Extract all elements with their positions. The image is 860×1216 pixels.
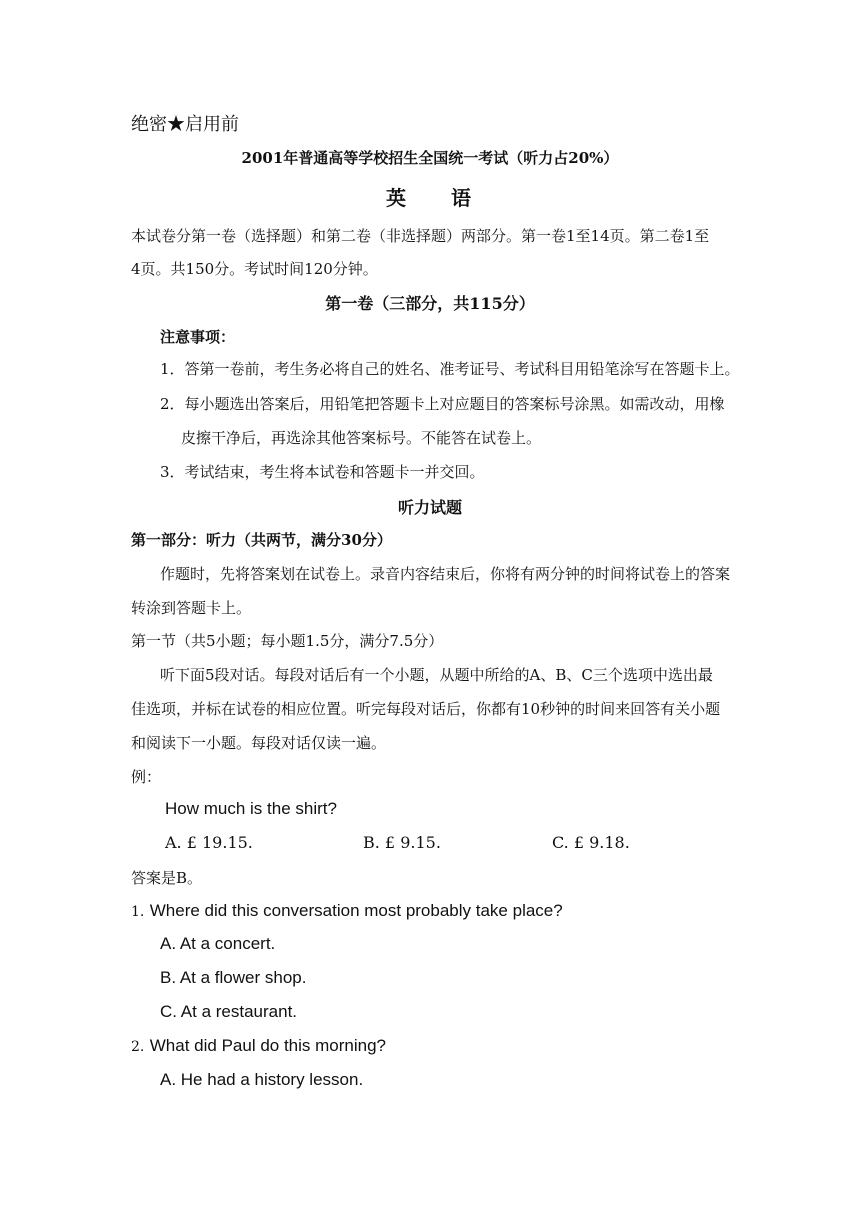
intro-line-1: 本试卷分第一卷（选择题）和第二卷（非选择题）两部分。第一卷1至14页。第二卷1至 xyxy=(131,227,710,245)
question-text: What did Paul do this morning? xyxy=(149,1036,387,1055)
example-question: How much is the shirt? xyxy=(165,799,337,818)
subject-title-char-1: 英 xyxy=(386,186,406,210)
notice-text: 每小题选出答案后，用铅笔把答题卡上对应题目的答案标号涂黑。如需改动，用橡 xyxy=(184,395,725,413)
notice-text: 考试结束，考生将本试卷和答题卡一并交回。 xyxy=(184,463,485,481)
notice-item-2 xyxy=(160,393,725,414)
section1-line-2: 佳选项，并标在试卷的相应位置。听完每段对话后，你都有10秒钟的时间来回答有关小题 xyxy=(131,700,721,718)
question-2-option-a: A. He had a history lesson. xyxy=(160,1070,364,1089)
example-option-a: A. £ 19.15. xyxy=(165,833,253,852)
notice-number: 2． xyxy=(160,395,185,413)
question-number: 2. xyxy=(131,1039,145,1055)
question-text: Where did this conversation most probably take place? xyxy=(149,901,563,920)
section1-line-3: 和阅读下一小题。每段对话仅读一遍。 xyxy=(131,734,387,752)
question-number: 1. xyxy=(131,904,145,920)
notice-heading: 注意事项： xyxy=(160,328,236,346)
part1-heading: 第一部分：听力（共两节，满分30分） xyxy=(131,531,392,549)
question-1 xyxy=(131,901,563,921)
instruction-line-2: 转涂到答题卡上。 xyxy=(131,599,252,617)
example-option-c: C. £ 9.18. xyxy=(552,833,630,852)
exam-title: 2001年普通高等学校招生全国统一考试（听力占20%） xyxy=(241,149,619,167)
notice-item-2-continued: 皮擦干净后，再选涂其他答案标号。不能答在试卷上。 xyxy=(181,429,542,447)
notice-item-3 xyxy=(160,461,485,482)
instruction-line-1: 作题时，先将答案划在试卷上。录音内容结束后，你将有两分钟的时间将试卷上的答案 xyxy=(160,565,731,583)
question-2 xyxy=(131,1036,386,1056)
example-label: 例： xyxy=(131,768,162,786)
volume1-title: 第一卷（三部分，共115分） xyxy=(325,294,535,313)
notice-number: 3． xyxy=(160,463,185,481)
notice-item-1 xyxy=(160,358,740,379)
section1-heading: 第一节（共5小题；每小题1.5分，满分7.5分） xyxy=(131,632,444,650)
notice-text: 答第一卷前，考生务必将自己的姓名、准考证号、考试科目用铅笔涂写在答题卡上。 xyxy=(184,360,740,378)
question-1-option-b: B. At a flower shop. xyxy=(160,968,307,987)
question-1-option-c: C. At a restaurant. xyxy=(160,1002,298,1021)
example-answer: 答案是B。 xyxy=(131,869,203,887)
subject-title-char-2: 语 xyxy=(451,186,471,210)
intro-line-2: 4页。共150分。考试时间120分钟。 xyxy=(131,260,378,278)
confidential-mark: 绝密★启用前 xyxy=(131,114,239,135)
section1-line-1: 听下面5段对话。每段对话后有一个小题，从题中所给的A、B、C三个选项中选出最 xyxy=(160,666,713,684)
listening-title: 听力试题 xyxy=(397,498,462,517)
question-1-option-a: A. At a concert. xyxy=(160,934,276,953)
notice-number: 1． xyxy=(160,360,185,378)
example-option-b: B. £ 9.15. xyxy=(363,833,441,852)
